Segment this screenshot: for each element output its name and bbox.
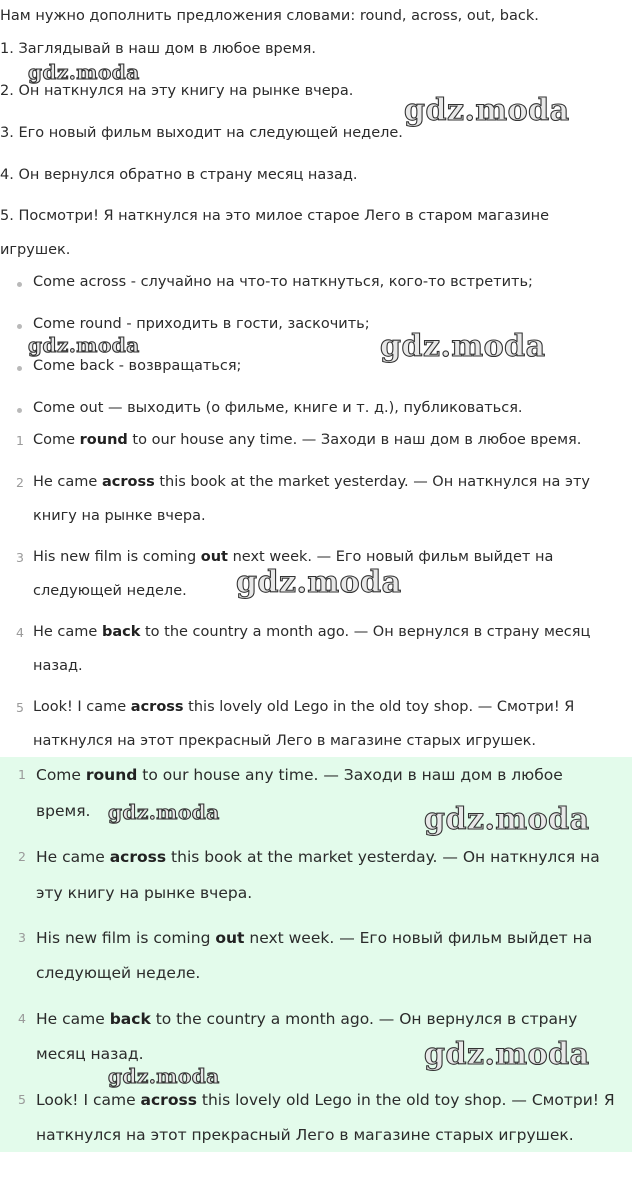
answer-text: to our house any time. — Заходи в наш дом в любое время. <box>127 432 582 448</box>
watermark: gdz.moda <box>108 1064 220 1088</box>
answer-line-continued: месяц назад. <box>36 1045 144 1063</box>
answer-number: 2 <box>18 849 26 864</box>
answer-line-continued: наткнулся на этот прекрасный Лего в магазине старых игрушек. <box>33 733 536 749</box>
answer-text: next week. — Его новый фильм выйдет на <box>244 929 593 947</box>
watermark: gdz.moda <box>28 333 140 357</box>
answer-text: He came <box>36 848 110 866</box>
answer-text: to our house any time. — Заходи в наш дом в любое <box>137 766 563 784</box>
sentence-1: 1. Заглядывай в наш дом в любое время. <box>0 41 316 57</box>
answer-text: this book at the market yesterday. — Он наткнулся на <box>166 848 600 866</box>
answer-text: Look! I came <box>33 699 131 715</box>
answer-text: to the country a month ago. — Он вернулся в страну месяц <box>140 624 591 640</box>
bullet-marker <box>17 408 22 413</box>
vocab-item: Come round - приходить в гости, заскочить; <box>33 316 370 332</box>
answer-text: His new film is coming <box>33 549 201 565</box>
answer-line <box>33 432 581 448</box>
watermark: gdz.moda <box>28 60 140 84</box>
answer-keyword: out <box>215 929 245 947</box>
answer-text: He came <box>33 474 102 490</box>
answer-line <box>36 929 592 947</box>
watermark: gdz.moda <box>424 802 590 837</box>
answer-number: 3 <box>16 550 24 565</box>
watermark: gdz.moda <box>236 565 402 600</box>
bullet-marker <box>17 366 22 371</box>
answer-number: 4 <box>16 625 24 640</box>
answer-keyword: round <box>85 766 138 784</box>
answer-keyword: back <box>109 1010 151 1028</box>
answer-text: this lovely old Lego in the old toy shop. — Смотри! Я <box>196 1091 615 1109</box>
answer-line <box>36 1091 615 1109</box>
answer-number: 3 <box>18 930 26 945</box>
watermark: gdz.moda <box>404 93 570 128</box>
instruction-text: Нам нужно дополнить предложения словами: round, across, out, back. <box>0 8 539 24</box>
bullet-marker <box>17 282 22 287</box>
answer-keyword: out <box>200 549 228 565</box>
answer-text: this book at the market yesterday. — Он наткнулся на эту <box>154 474 590 490</box>
answer-line-continued: назад. <box>33 658 83 674</box>
vocab-item: Come across - случайно на что-то наткнуться, кого-то встретить; <box>33 274 533 290</box>
answer-line <box>33 549 553 565</box>
answer-keyword: across <box>101 474 155 490</box>
watermark: gdz.moda <box>108 800 220 824</box>
answer-line <box>36 848 600 866</box>
answer-line-continued: книгу на рынке вчера. <box>33 508 206 524</box>
sentence-5: 5. Посмотри! Я наткнулся на это милое старое Лего в старом магазине <box>0 208 550 224</box>
answer-line-continued: время. <box>36 802 91 820</box>
answer-text: He came <box>33 624 102 640</box>
answer-keyword: across <box>140 1091 197 1109</box>
sentence-4: 4. Он вернулся обратно в страну месяц назад. <box>0 167 358 183</box>
answer-text: this lovely old Lego in the old toy shop. — Смотри! Я <box>183 699 575 715</box>
answer-text: Come <box>33 432 80 448</box>
vocab-item: Come back - возвращаться; <box>33 358 242 374</box>
watermark: gdz.moda <box>380 329 546 364</box>
answer-keyword: back <box>101 624 141 640</box>
watermark: gdz.moda <box>424 1037 590 1072</box>
answer-line <box>33 624 590 640</box>
answer-number: 2 <box>16 475 24 490</box>
answer-text: He came <box>36 1010 110 1028</box>
answer-keyword: across <box>130 699 184 715</box>
answer-keyword: across <box>109 848 167 866</box>
bullet-marker <box>17 324 22 329</box>
sentence-5-continued: игрушек. <box>0 242 71 258</box>
answer-number: 1 <box>16 433 24 448</box>
answer-line <box>33 699 574 715</box>
answer-text: His new film is coming <box>36 929 216 947</box>
answer-line <box>36 766 563 784</box>
sentence-2: 2. Он наткнулся на эту книгу на рынке вчера. <box>0 83 354 99</box>
answer-number: 4 <box>18 1011 26 1026</box>
vocab-item: Come out — выходить (о фильме, книге и т. д.), публиковаться. <box>33 400 523 416</box>
answer-number: 1 <box>18 767 26 782</box>
answer-line-continued: следующей неделе. <box>36 964 201 982</box>
answer-number: 5 <box>18 1092 26 1107</box>
answer-text: next week. — Его новый фильм выйдет на <box>227 549 554 565</box>
answer-number: 5 <box>16 700 24 715</box>
answer-line-continued: эту книгу на рынке вчера. <box>36 884 253 902</box>
answer-line <box>33 474 590 490</box>
answer-line-continued: следующей неделе. <box>33 583 187 599</box>
answer-keyword: round <box>79 432 128 448</box>
answer-text: Come <box>36 766 86 784</box>
sentence-3: 3. Его новый фильм выходит на следующей неделе. <box>0 125 403 141</box>
answer-line-continued: наткнулся на этот прекрасный Лего в магазине старых игрушек. <box>36 1126 574 1144</box>
answer-text: Look! I came <box>36 1091 141 1109</box>
answer-line <box>36 1010 577 1028</box>
answer-text: to the country a month ago. — Он вернулся в страну <box>150 1010 578 1028</box>
